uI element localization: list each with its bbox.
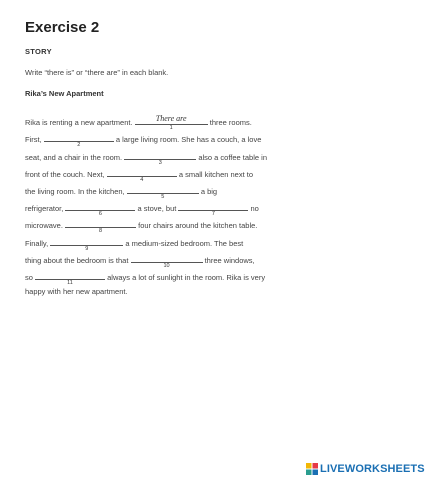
blank-11[interactable] (35, 270, 105, 286)
story-line-10 (25, 270, 266, 286)
liveworksheets-logo (306, 463, 425, 475)
story-line-3 (25, 150, 267, 166)
section-label: STORY (25, 47, 52, 56)
blank-5[interactable] (127, 184, 199, 200)
story-text: a medium-sized bedroom. The best (125, 239, 244, 248)
liveworksheets-logo-text: LIVEWORKSHEETS (320, 463, 425, 475)
story-text: a stove, but (137, 204, 177, 213)
liveworksheets-logo-icon (306, 463, 318, 475)
story-line-4 (25, 167, 254, 183)
page-title: Exercise 2 (25, 19, 100, 36)
blank-8[interactable] (65, 218, 136, 234)
story-line-11 (25, 287, 128, 297)
story-text: the living room. In the kitchen, (25, 187, 125, 196)
story-text: so (25, 273, 33, 282)
blank-7[interactable] (178, 201, 248, 217)
blank-10[interactable] (131, 253, 203, 269)
story-text: always a lot of sunlight in the room. Rika is very (107, 273, 266, 282)
blank-2[interactable] (44, 132, 114, 148)
story-line-7 (25, 218, 258, 234)
story-line-9 (25, 253, 255, 269)
story-text: refrigerator, (25, 204, 64, 213)
blank-2-number: 2 (77, 142, 81, 148)
story-title: Rika’s New Apartment (25, 89, 104, 98)
story-line-8 (25, 236, 244, 252)
story-text: three windows, (204, 256, 255, 265)
blank-3[interactable] (124, 150, 196, 166)
blank-9-number: 9 (85, 246, 89, 252)
story-text: First, (25, 135, 42, 144)
blank-1-answer[interactable]: There are (155, 114, 187, 123)
story-line-1 (25, 114, 252, 131)
story-text: Rika is renting a new apartment. (25, 118, 133, 127)
blank-5-number: 5 (161, 194, 165, 200)
story-text: a big (200, 187, 218, 196)
story-text: a large living room. She has a couch, a love (115, 135, 262, 144)
story-line-2 (25, 132, 262, 148)
story-text: a small kitchen next to (178, 170, 254, 179)
blank-6[interactable] (65, 201, 135, 217)
blank-1-number: 1 (169, 125, 173, 131)
story-text: microwave. (25, 221, 63, 230)
story-text: three rooms. (209, 118, 252, 127)
blank-1[interactable] (135, 114, 208, 131)
story-text: also a coffee table in (198, 153, 267, 162)
story-line-5 (25, 184, 218, 200)
blank-7-number: 7 (211, 211, 215, 217)
blank-10-number: 10 (163, 263, 170, 269)
story-text: thing about the bedroom is that (25, 256, 129, 265)
blank-11-number: 11 (67, 280, 73, 286)
blank-8-number: 8 (99, 228, 103, 234)
blank-4-number: 4 (140, 177, 144, 183)
story-text: front of the couch. Next, (25, 170, 105, 179)
story-text: happy with her new apartment. (25, 287, 128, 296)
blank-6-number: 6 (98, 211, 102, 217)
blank-9[interactable] (50, 236, 123, 252)
story-text: seat, and a chair in the room. (25, 153, 123, 162)
story-text: four chairs around the kitchen table. (138, 221, 258, 230)
story-line-6 (25, 201, 259, 217)
blank-3-number: 3 (158, 160, 162, 166)
story-text: Finally, (25, 239, 49, 248)
instruction-text: Write “there is” or “there are” in each blank. (25, 68, 169, 77)
story-text: no (250, 204, 259, 213)
blank-4[interactable] (107, 167, 177, 183)
